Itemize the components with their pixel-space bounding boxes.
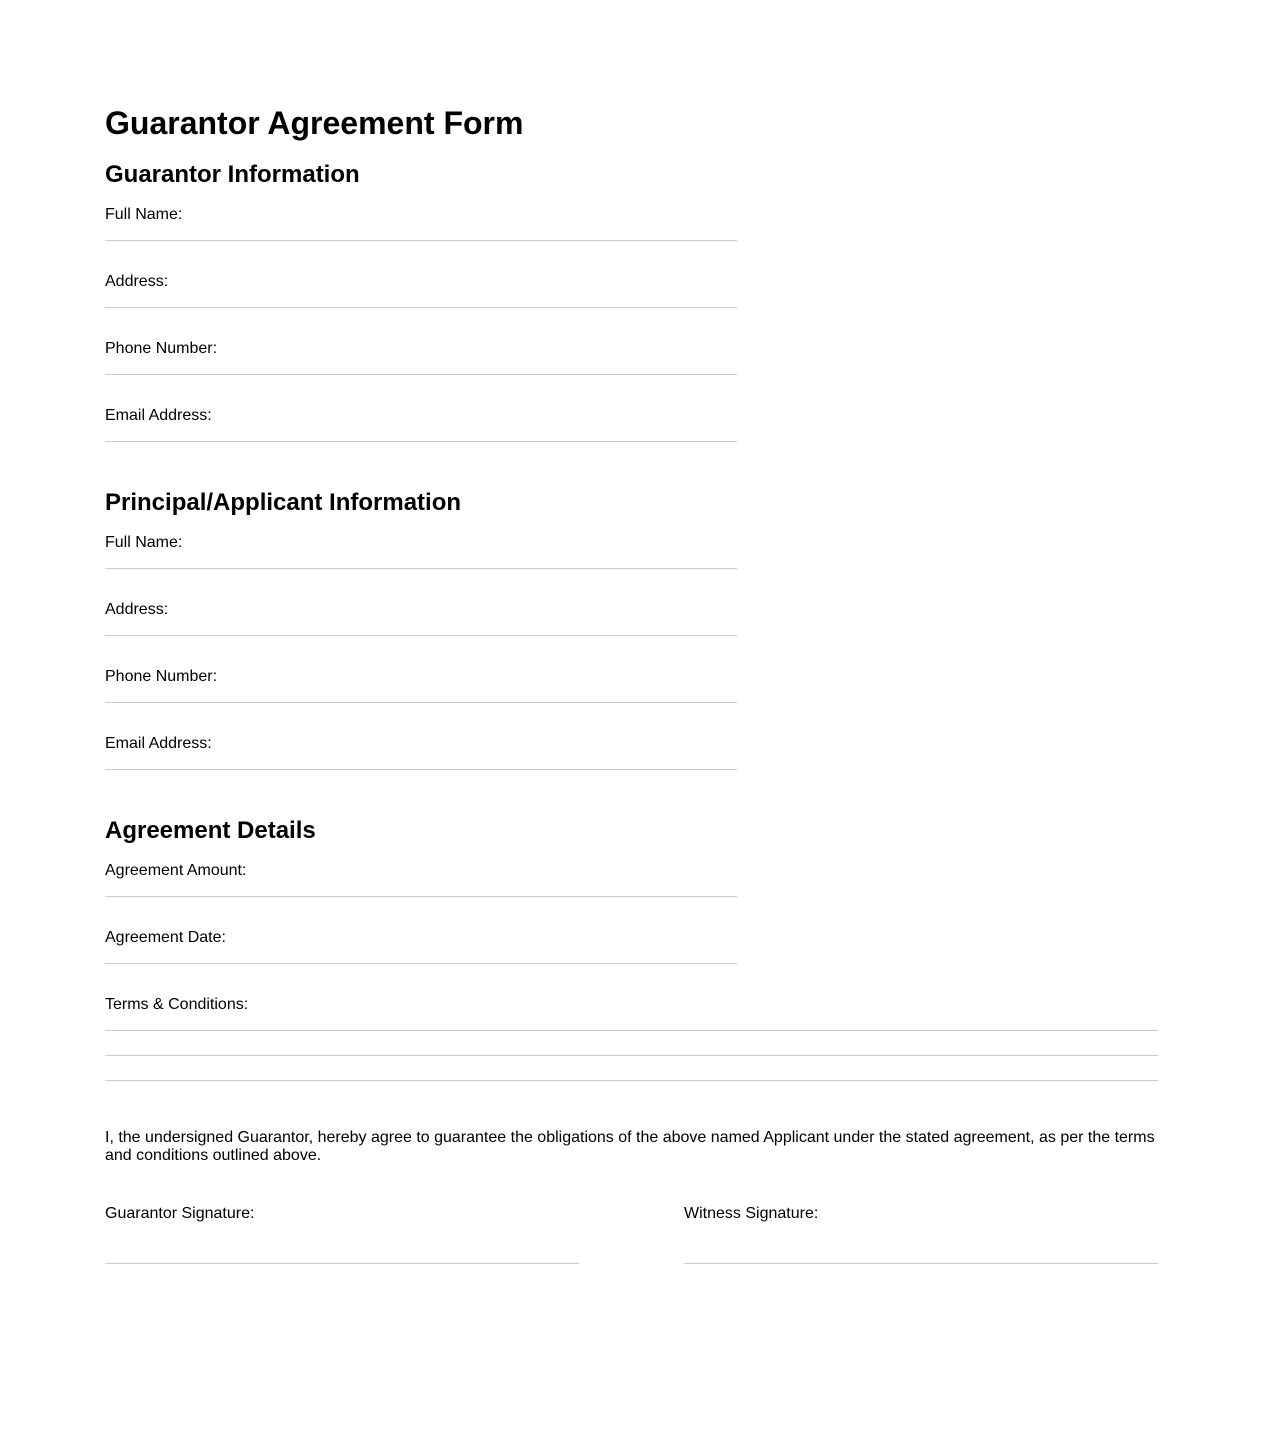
guarantor-email-field[interactable] bbox=[105, 441, 737, 442]
guarantor-phone-label: Phone Number: bbox=[105, 340, 218, 357]
principal-email-field[interactable] bbox=[105, 769, 737, 770]
section-heading-principal: Principal/Applicant Information bbox=[105, 489, 462, 516]
agreement-date-field[interactable] bbox=[105, 963, 737, 964]
section-heading-guarantor: Guarantor Information bbox=[105, 161, 360, 188]
agreement-amount-field[interactable] bbox=[105, 896, 737, 897]
guarantor-declaration: I, the undersigned Guarantor, hereby agree to guarantee the obligations of the above named Applicant under the stated agreement, as per the terms and conditions outlined above. bbox=[105, 1129, 1155, 1164]
section-heading-agreement: Agreement Details bbox=[105, 817, 316, 844]
witness-signature-label: Witness Signature: bbox=[684, 1205, 819, 1222]
agreement-amount-label: Agreement Amount: bbox=[105, 862, 247, 879]
guarantor-address-label: Address: bbox=[105, 273, 169, 290]
principal-phone-label: Phone Number: bbox=[105, 668, 218, 685]
principal-address-field[interactable] bbox=[105, 635, 737, 636]
principal-full-name-field[interactable] bbox=[105, 568, 737, 569]
guarantor-phone-field[interactable] bbox=[105, 374, 737, 375]
terms-conditions-line-1[interactable] bbox=[105, 1030, 1158, 1031]
terms-conditions-line-2[interactable] bbox=[105, 1055, 1158, 1056]
witness-signature-field[interactable] bbox=[684, 1263, 1158, 1264]
page-title: Guarantor Agreement Form bbox=[105, 105, 524, 141]
agreement-date-label: Agreement Date: bbox=[105, 929, 226, 946]
terms-conditions-line-3[interactable] bbox=[105, 1080, 1158, 1081]
guarantor-full-name-field[interactable] bbox=[105, 240, 737, 241]
guarantor-full-name-label: Full Name: bbox=[105, 206, 183, 223]
principal-address-label: Address: bbox=[105, 601, 169, 618]
principal-full-name-label: Full Name: bbox=[105, 534, 183, 551]
guarantor-signature-field[interactable] bbox=[105, 1263, 579, 1264]
principal-phone-field[interactable] bbox=[105, 702, 737, 703]
guarantor-address-field[interactable] bbox=[105, 307, 737, 308]
principal-email-label: Email Address: bbox=[105, 735, 212, 752]
terms-conditions-label: Terms & Conditions: bbox=[105, 996, 249, 1013]
guarantor-email-label: Email Address: bbox=[105, 407, 212, 424]
guarantor-signature-label: Guarantor Signature: bbox=[105, 1205, 255, 1222]
